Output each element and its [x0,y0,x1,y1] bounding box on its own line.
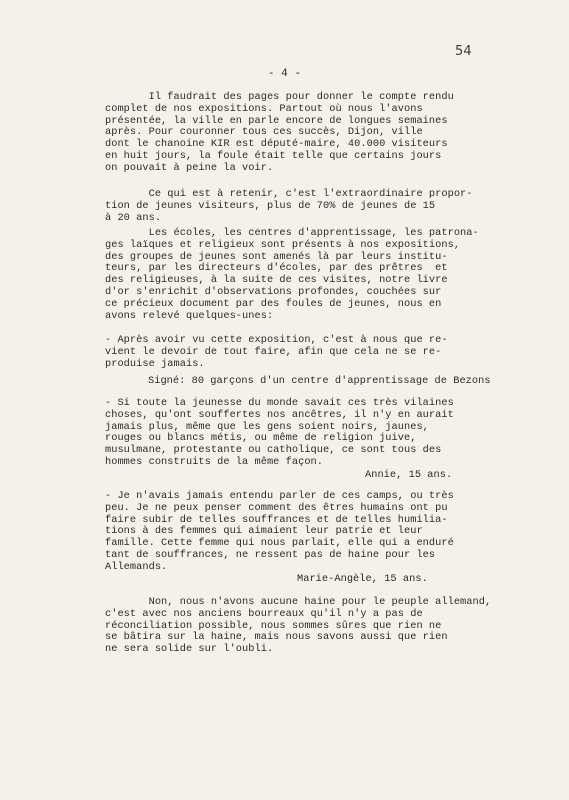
quote-apprentices: - Après avoir vu cette exposition, c'est à nous que re- vient le devoir de tout faire, afin que cela ne se re- produise jamais. [105,334,448,370]
paragraph-conclusion: Non, nous n'avons aucune haine pour le peuple allemand, c'est avec nos anciens bourreaux qu'il n'y a pas de réconciliation possible, nous sommes sûres que rien ne se bâtira sur la haine, mais nous savons aussi que rien ne sera solide sur l'oubli. [105,596,492,656]
handwritten-page-number: 54 [455,44,472,59]
signature-annie: Annie, 15 ans. [365,469,453,481]
quote-marie-angele: - Je n'avais jamais entendu parler de ces camps, ou très peu. Je ne peux penser comment des êtres humains ont pu faire subir de telles souffrances et de telles humilia- tions à des femmes qui aimaient leur patrie et leur famille. Cette femme qui nous parlait, elle qui a enduré tant de souffrances, ne ressent pas de haine pour les Allemands. [105,490,454,573]
paragraph-young-visitors: Ce qui est à retenir, c'est l'extraordinaire propor- tion de jeunes visiteurs, plus de 70% de jeunes de 15 à 20 ans. [105,188,473,224]
signature-marie-angele: Marie-Angèle, 15 ans. [297,573,428,585]
paragraph-schools-guestbook: Les écoles, les centres d'apprentissage, les patrona- ges laïques et religieux sont présents à nos expositions, des groupes de jeunes sont amenés là par leurs institu- teurs, par les directeurs d'écoles, par des prêtres et des religieuses, à la suite de ces visites, notre livre d'or s'enrichit d'observations profondes, couchées sur ce précieux document par des foules de jeunes, nous en avons relevé quelques-unes: [105,227,479,322]
typed-page-number: - 4 - [267,68,302,80]
paragraph-exhibitions-report: Il faudrait des pages pour donner le compte rendu complet de nos expositions. Partout où nous l'avons présentée, la ville en parle encore de longues semaines après. Pour couronner tous ces succès, Dijon, ville dont le chanoine KIR est député-maire, 40.000 visiteurs en huit jours, la foule était telle que certains jours on pouvait à peine la voir. [105,91,454,174]
quote-annie: - Si toute la jeunesse du monde savait ces très vilaines choses, qu'ont souffertes nos ancêtres, il n'y en aurait jamais plus, même que les gens soient noirs, jaunes, rouges ou blancs métis, ou même de religion juive, musulmane, protestante ou catholique, ce sont tous des hommes construits de la même façon. [105,397,454,468]
signature-apprentices: Signé: 80 garçons d'un centre d'apprentissage de Bezons [148,375,491,387]
